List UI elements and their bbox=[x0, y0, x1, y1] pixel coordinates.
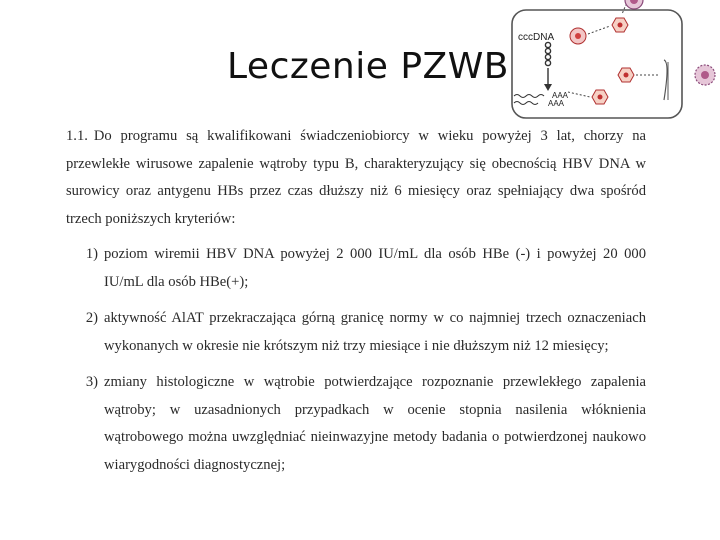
virion-icon-nucleus bbox=[570, 28, 586, 44]
slide-title: Leczenie PZWB bbox=[227, 46, 509, 87]
cccdna-label: cccDNA bbox=[518, 32, 555, 43]
capsid-icon-top bbox=[612, 18, 628, 32]
criterion-text: zmiany histologiczne w wątrobie potwierdzające rozpoznanie przewlekłego zapalenia wątroby; w uzasadnionych przypadkach w ocenie stopnia nasilenia włóknienia wątrobowego można uwzględniać nieinwazyjne metody badania o potwierdzonej naukowo wiarygodności diagnostycznej; bbox=[104, 374, 646, 473]
criterion-text: poziom wiremii HBV DNA powyżej 2 000 IU/mL dla osób HBe (-) i powyżej 20 000 IU/mL dla osób HBe(+); bbox=[104, 246, 646, 290]
criterion-item bbox=[66, 369, 646, 479]
section-label: 1.1. bbox=[66, 128, 88, 144]
virion-icon-outside-right bbox=[695, 65, 715, 85]
capsid-icon-right bbox=[618, 68, 634, 82]
criterion-item bbox=[66, 241, 646, 296]
hbv-replication-diagram bbox=[508, 0, 720, 124]
criterion-item bbox=[66, 305, 646, 360]
program-criteria-document bbox=[66, 123, 646, 488]
virion-icon-outside-top bbox=[625, 0, 643, 9]
intro-text: Do programu są kwalifikowani świadczeniobiorcy w wieku powyżej 3 lat, chorzy na przewlekłe wirusowe zapalenie wątroby typu B, charakteryzujący się obecnością HBV DNA w surowicy oraz antygenu HBs przez czas dłuższy niż 6 miesięcy oraz spełniający dwa spośród trzech poniższych kryteriów: bbox=[66, 128, 646, 227]
rna-label-1: AAA bbox=[552, 91, 569, 100]
criterion-number: 2) bbox=[85, 310, 98, 326]
intro-paragraph bbox=[66, 123, 646, 233]
rna-label-2: AAA bbox=[548, 99, 565, 108]
criterion-number: 1) bbox=[85, 246, 98, 262]
criterion-text: aktywność AlAT przekraczająca górną granicę normy w co najmniej trzech oznaczeniach wykonanych w okresie nie krótszym niż trzy miesiące i nie dłuższym niż 12 miesięcy; bbox=[104, 310, 646, 354]
criterion-number: 3) bbox=[85, 374, 98, 390]
criteria-list bbox=[66, 241, 646, 479]
capsid-icon-bottom bbox=[592, 90, 608, 104]
